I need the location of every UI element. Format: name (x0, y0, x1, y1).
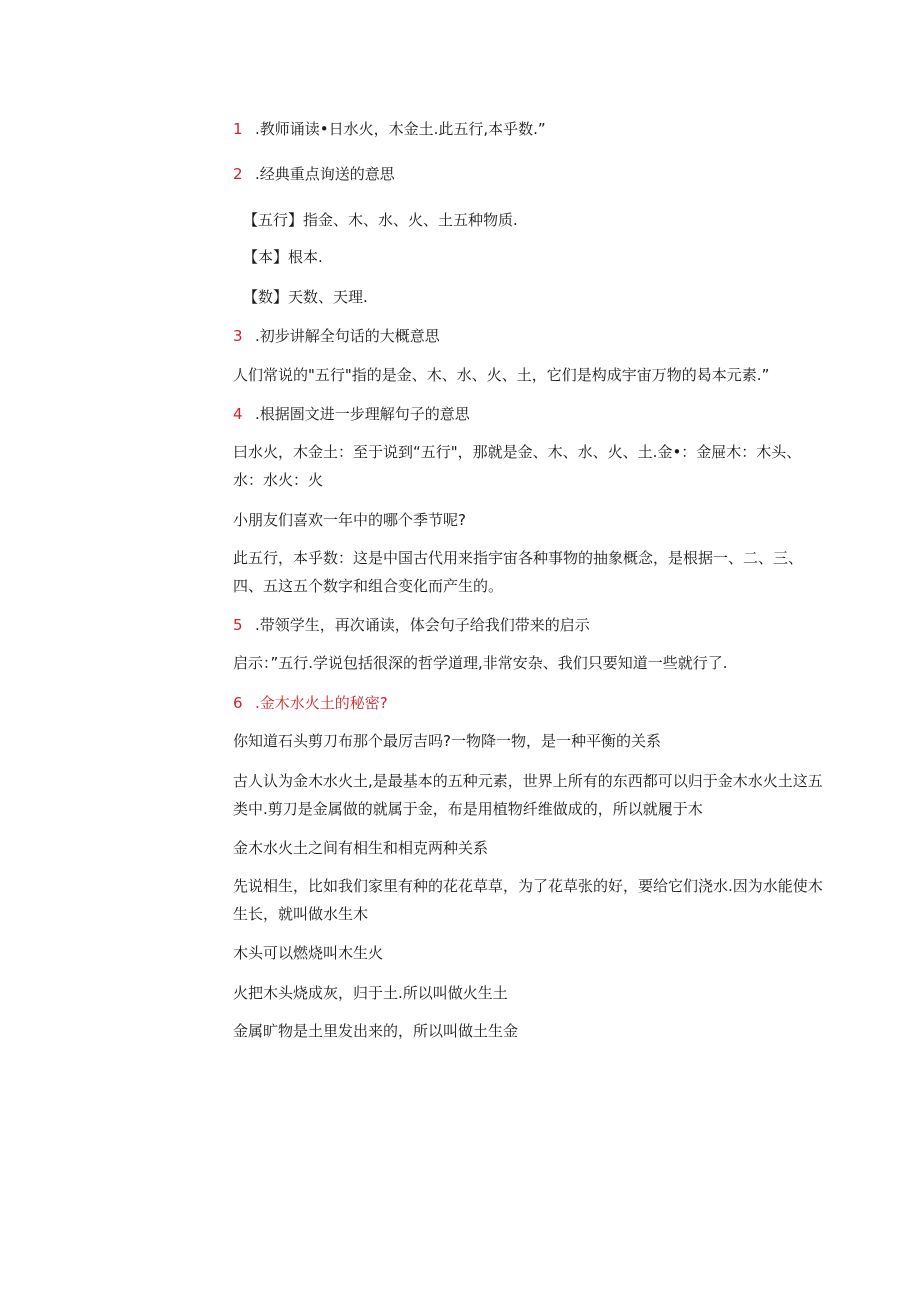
paragraph-relationships: 金木水火土之间有相生和相克两种关系 (233, 839, 489, 857)
list-item-5 (233, 614, 590, 636)
definition-wuxing: 【五行】指金、木、水、火、土五种物质. (243, 211, 518, 229)
item-number: 5 (233, 616, 243, 634)
item-number: 4 (233, 405, 243, 423)
item-text: .根据圄文进一步理解句子的意思 (255, 405, 470, 423)
paragraph-earth-metal: 金属旷物是土里发出来的，所以叫做土生金 (233, 1022, 519, 1040)
list-item-2 (233, 163, 395, 185)
paragraph-question-season: 小朋友们喜欢一年中的哪个季节呢? (233, 511, 466, 529)
list-item-1 (233, 118, 546, 140)
paragraph-rock-paper-scissors: 你知道石头剪刀布那个最厉吉吗?一物降一物，是一种平衡的关系 (233, 732, 661, 750)
paragraph-fire-earth: 火把木头烧成灰，归于土.所以叫做火生土 (233, 984, 508, 1002)
list-item-4 (233, 403, 470, 425)
list-item-6 (233, 692, 388, 714)
list-item-3 (233, 325, 440, 347)
item-text: .带领学生，再次诵读，体会句子给我们带来的启示 (255, 616, 590, 634)
item-text: .教师诵读•日水火，木金土.此五行,本乎数.” (255, 120, 546, 138)
paragraph-wood-fire: 木头可以燃烧叫木生火 (233, 944, 384, 962)
paragraph-wuxing-benhushu: 此五行，本乎数：这是中国古代用来指宇宙各种事物的抽象概念，是根据一、二、三、四、五这五个数字和组合变化而产生的。 (233, 549, 804, 595)
item-number: 6 (233, 694, 243, 712)
paragraph-explanation: 人们常说的"五行"指的是金、木、水、火、土，它们是构成宇宙万物的曷本元素.” (233, 366, 770, 384)
definition-shu: 【数】天数、天理. (243, 288, 368, 306)
item-text: .金木水火土的秘密? (255, 694, 388, 712)
item-text: .初步讲解全句话的大概意思 (255, 327, 440, 345)
paragraph-water-wood: 先说相生，比如我们家里有种的花花草草，为了花草张的好，要给它们浇水.因为水能使木生长，就叫做水生木 (233, 877, 823, 923)
paragraph-shuihuo: 曰水火，木金土：至于说到“五行"，那就是金、木、水、火、土.金•：金屉木：木头、水：水火：火 (233, 443, 802, 489)
item-number: 2 (233, 165, 243, 183)
definition-ben: 【本】根本. (243, 248, 323, 266)
item-number: 1 (233, 120, 243, 138)
paragraph-five-elements: 古人认为金木水火土,是最基本的五种元素，世界上所有的东西都可以归于金木水火土这五类中.剪刀是金属做的就属于金，布是用植物纤维做成的，所以就履于木 (233, 772, 823, 818)
item-number: 3 (233, 327, 243, 345)
paragraph-qishi: 启示：”五行.学说包括很深的哲学道理,非常安杂、我们只要知道一些就行了. (233, 654, 728, 672)
item-text: .经典重点询送的意思 (255, 165, 395, 183)
